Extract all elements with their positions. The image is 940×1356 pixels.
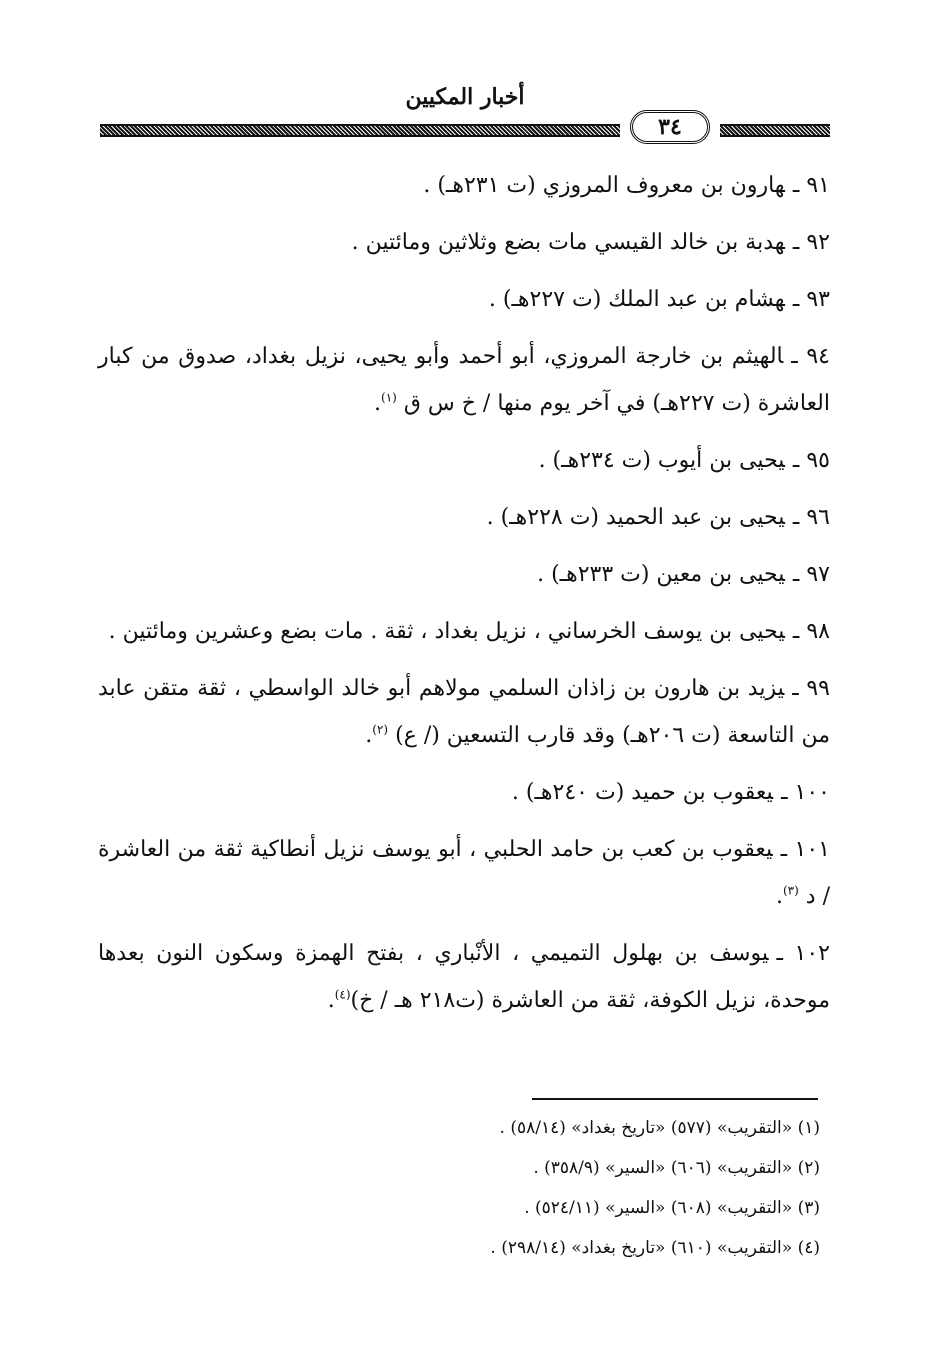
entry-number: ٩١ ـ (792, 173, 830, 198)
header-rule-right (720, 124, 830, 137)
entry-number: ٩٧ ـ (792, 562, 830, 587)
header-rule-left (100, 124, 620, 137)
entry-end-mark: . (775, 884, 783, 909)
entry-text: يحيى بن عبد الحميد (ت ٢٢٨هـ) . (486, 505, 785, 530)
running-title: أخبار المكيين (405, 84, 525, 110)
entry-text: يعقوب بن حميد (ت ٢٤٠هـ) . (511, 780, 774, 805)
entry-96 (98, 494, 830, 541)
entry-94 (98, 333, 830, 427)
footnote-marker: (٣) (782, 883, 799, 898)
entry-end-mark: . (374, 391, 381, 416)
entry-98 (98, 608, 830, 655)
page-header (100, 82, 830, 152)
entry-text: يعقوب بن كعب بن حامد الحلبي ، أبو يوسف نزيل أنطاكية ثقة من العاشرة / د (98, 837, 830, 909)
entry-93 (98, 276, 830, 323)
entry-text: هارون بن معروف المروزي (ت ٢٣١هـ) . (423, 173, 785, 198)
entry-number: ٩٩ ـ (792, 676, 830, 701)
entry-102 (98, 930, 830, 1024)
footnote-2: (٢) «التقريب» (٦٠٦) «السير» (٣٥٨/٩) . (533, 1158, 820, 1178)
entry-number: ١٠١ ـ (780, 837, 830, 862)
entry-text: يحيى بن معين (ت ٢٣٣هـ) . (537, 562, 785, 587)
entry-number: ٩٨ ـ (792, 619, 830, 644)
entry-number: ١٠٠ ـ (781, 780, 830, 805)
entry-101 (98, 826, 830, 920)
footnote-marker: (٢) (372, 722, 389, 737)
footnote-1: (١) «التقريب» (٥٧٧) «تاريخ بغداد» (٥٨/١٤) . (499, 1118, 820, 1138)
entry-99 (98, 665, 830, 759)
entry-100 (98, 769, 830, 816)
entry-97 (98, 551, 830, 598)
entry-number: ٩٣ ـ (792, 287, 830, 312)
entry-end-mark: . (327, 988, 335, 1013)
entry-text: هدبة بن خالد القيسي مات بضع وثلاثين ومائتين . (351, 230, 785, 255)
entry-number: ٩٤ ـ (791, 344, 830, 369)
footnote-separator (532, 1098, 818, 1100)
entry-text: هشام بن عبد الملك (ت ٢٢٧هـ) . (488, 287, 785, 312)
footnotes (300, 1108, 820, 1268)
footnote-marker: (٤) (334, 987, 351, 1002)
footnote-marker: (١) (381, 390, 397, 405)
entry-number: ٩٥ ـ (792, 448, 830, 473)
entry-text: يزيد بن هارون بن زاذان السلمي مولاهم أبو خالد الواسطي ، ثقة متقن عابد من التاسعة (ت ٢٠٦هـ) وقد قارب التسعين (/ ع) (98, 676, 830, 748)
entry-95 (98, 437, 830, 484)
footnote-4: (٤) «التقريب» (٦١٠) «تاريخ بغداد» (٢٩٨/١٤) . (490, 1238, 820, 1258)
entry-92 (98, 219, 830, 266)
footnote-3: (٣) «التقريب» (٦٠٨) «السير» (٥٢٤/١١) . (524, 1198, 820, 1218)
entry-text: يحيى بن أيوب (ت ٢٣٤هـ) . (538, 448, 785, 473)
entry-text: يوسف بن بهلول التميمي ، الأنْباري ، بفتح الهمزة وسكون النون بعدها موحدة، نزيل الكوفة، ثقة من العاشرة (ت٢١٨ هـ / خ) (98, 941, 830, 1013)
entry-91 (98, 162, 830, 209)
entry-number: ١٠٢ ـ (776, 941, 830, 966)
biography-list (98, 162, 830, 1034)
entry-end-mark: . (365, 723, 373, 748)
entry-text: يحيى بن يوسف الخرساني ، نزيل بغداد ، ثقة . مات بضع وعشرين ومائتين . (108, 619, 785, 644)
entry-number: ٩٢ ـ (792, 230, 830, 255)
entry-number: ٩٦ ـ (792, 505, 830, 530)
page-number: ٣٤ (630, 110, 710, 144)
entry-text: الهيثم بن خارجة المروزي، أبو أحمد وأبو يحيى، نزيل بغداد، صدوق من كبار العاشرة (ت ٢٢٧هـ) في آخر يوم منها / خ س ق (98, 344, 830, 416)
